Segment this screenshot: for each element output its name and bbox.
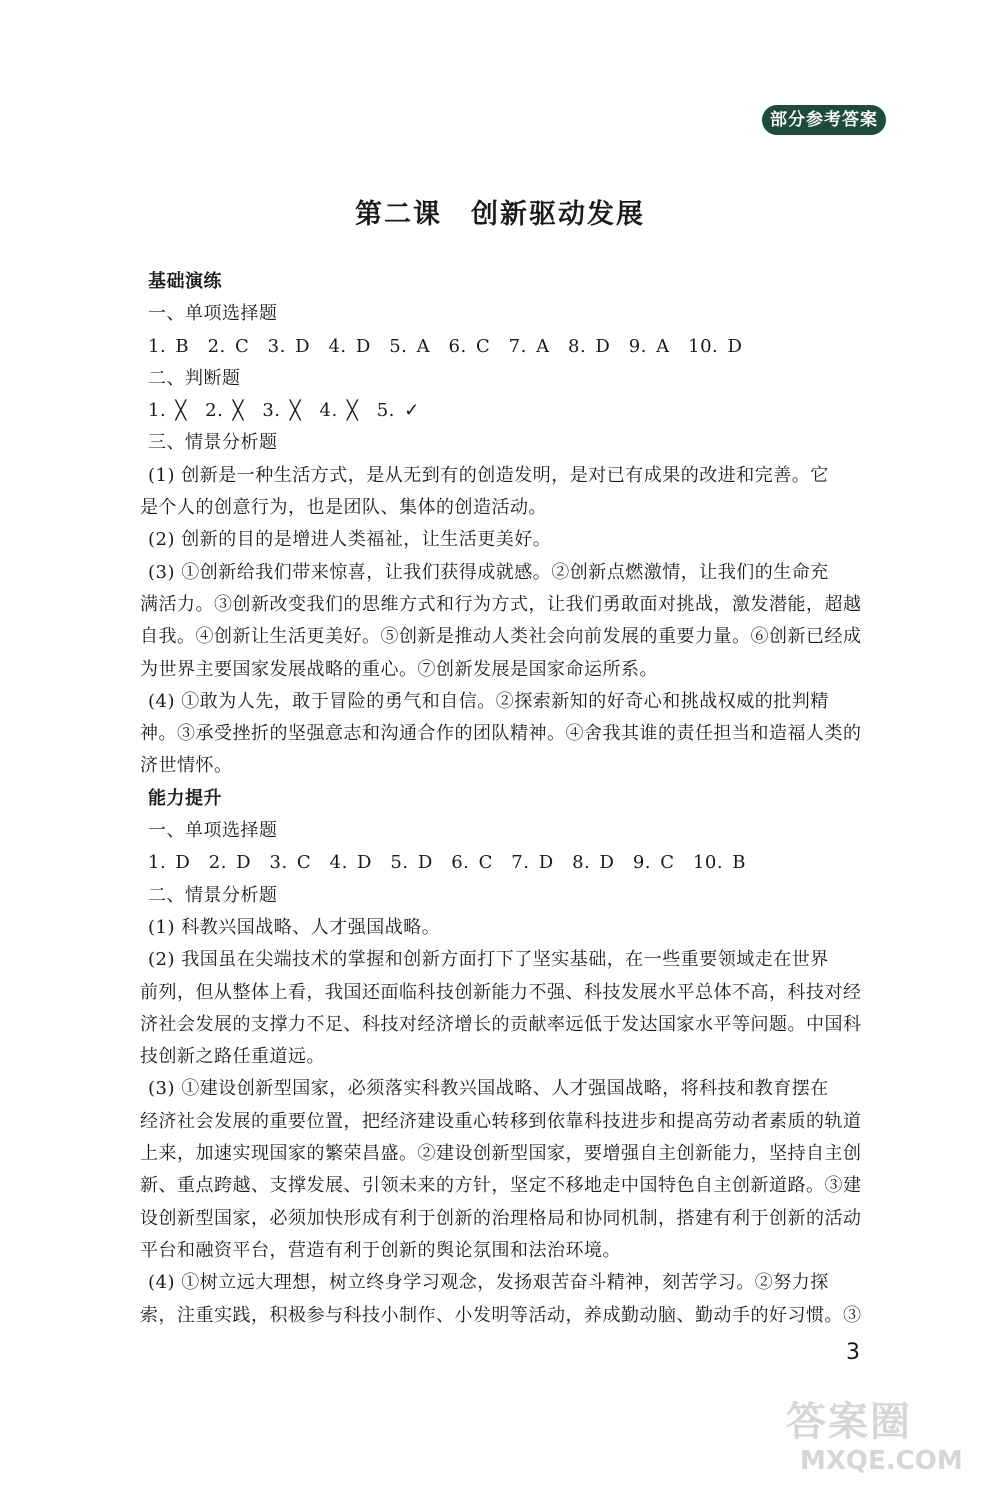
watermark-logo bbox=[786, 1398, 986, 1488]
answer-text-line: 上来，加速实现国家的繁荣昌盛。②建设创新型国家，要增强自主创新能力，坚持自主创 bbox=[140, 1143, 862, 1165]
answer-key-line: 1. ╳ 2. ╳ 3. ╳ 4. ╳ 5. ✓ bbox=[148, 400, 420, 422]
answer-text-line: 设创新型国家，必须加快形成有利于创新的治理格局和协同机制，搭建有利于创新的活动 bbox=[140, 1207, 862, 1229]
answer-text-line: (1) 科教兴国战略、人才强国战略。 bbox=[148, 916, 441, 938]
answer-text-line: (2) 我国虽在尖端技术的掌握和创新方面打下了坚实基础，在一些重要领域走在世界 bbox=[148, 949, 829, 971]
answer-text-line: 满活力。③创新改变我们的思维方式和行为方式，让我们勇敢面对挑战，激发潜能，超越 bbox=[140, 593, 862, 615]
answer-text-line: (3) ①建设创新型国家，必须落实科教兴国战略、人才强国战略，将科技和教育摆在 bbox=[148, 1078, 829, 1100]
watermark-text: 答案圈 bbox=[786, 1399, 912, 1445]
section-heading: 基础演练 bbox=[148, 271, 222, 292]
answer-text-line: (3) ①创新给我们带来惊喜，让我们获得成就感。②创新点燃激情，让我们的生命充 bbox=[148, 561, 829, 583]
subsection-heading: 三、情景分析题 bbox=[148, 432, 278, 454]
subsection-heading: 一、单项选择题 bbox=[148, 820, 278, 842]
page-number: 3 bbox=[846, 1340, 860, 1365]
answer-text-line: 济世情怀。 bbox=[140, 755, 233, 777]
answer-key-line: 1. B 2. C 3. D 4. D 5. A 6. C 7. A 8. D 9. A 10. D bbox=[148, 335, 743, 357]
answer-text-line: 为世界主要国家发展战略的重心。⑦创新发展是国家命运所系。 bbox=[140, 658, 658, 680]
answer-text-line: 济社会发展的支撑力不足、科技对经济增长的贡献率远低于发达国家水平等问题。中国科 bbox=[140, 1013, 862, 1035]
answer-text-line: (2) 创新的目的是增进人类福祉，让生活更美好。 bbox=[148, 529, 552, 551]
answer-text-line: 索，注重实践，积极参与科技小制作、小发明等活动，养成勤动脑、勤动手的好习惯。③ bbox=[140, 1304, 862, 1326]
subsection-heading: 二、判断题 bbox=[148, 367, 241, 389]
answer-text-line: 前列，但从整体上看，我国还面临科技创新能力不强、科技发展水平总体不高，科技对经 bbox=[140, 981, 862, 1003]
section-heading: 能力提升 bbox=[148, 787, 222, 809]
answer-content bbox=[140, 266, 880, 1332]
subsection-heading: 二、情景分析题 bbox=[148, 884, 278, 906]
page-title: 第二课 创新驱动发展 bbox=[355, 199, 645, 230]
watermark-url: MXQE.COM bbox=[800, 1446, 963, 1476]
answer-text-line: 经济社会发展的重要位置，把经济建设重心转移到依靠科技进步和提高劳动者素质的轨道 bbox=[140, 1110, 862, 1132]
answer-text-line: (4) ①树立远大理想，树立终身学习观念，发扬艰苦奋斗精神，刻苦学习。②努力探 bbox=[148, 1272, 829, 1294]
answer-text-line: (4) ①敢为人先，敢于冒险的勇气和自信。②探索新知的好奇心和挑战权威的批判精 bbox=[148, 690, 829, 712]
answer-key-line: 1. D 2. D 3. C 4. D 5. D 6. C 7. D 8. D 9. C 10. B bbox=[148, 852, 747, 874]
answer-text-line: (1) 创新是一种生活方式，是从无到有的创造发明，是对已有成果的改进和完善。它 bbox=[148, 464, 829, 486]
answer-text-line: 是个人的创意行为，也是团队、集体的创造活动。 bbox=[140, 497, 547, 519]
section-tag: 部分参考答案 bbox=[762, 105, 886, 135]
answer-text-line: 新、重点跨越、支撑发展、引领未来的方针，坚定不移地走中国特色自主创新道路。③建 bbox=[140, 1175, 862, 1197]
answer-text-line: 自我。④创新让生活更美好。⑤创新是推动人类社会向前发展的重要力量。⑥创新已经成 bbox=[140, 626, 862, 648]
answer-text-line: 技创新之路任重道远。 bbox=[140, 1046, 325, 1068]
answer-text-line: 平台和融资平台，营造有利于创新的舆论氛围和法治环境。 bbox=[140, 1239, 621, 1261]
subsection-heading: 一、单项选择题 bbox=[148, 303, 278, 325]
answer-text-line: 神。③承受挫折的坚强意志和沟通合作的团队精神。④舍我其谁的责任担当和造福人类的 bbox=[140, 723, 862, 745]
